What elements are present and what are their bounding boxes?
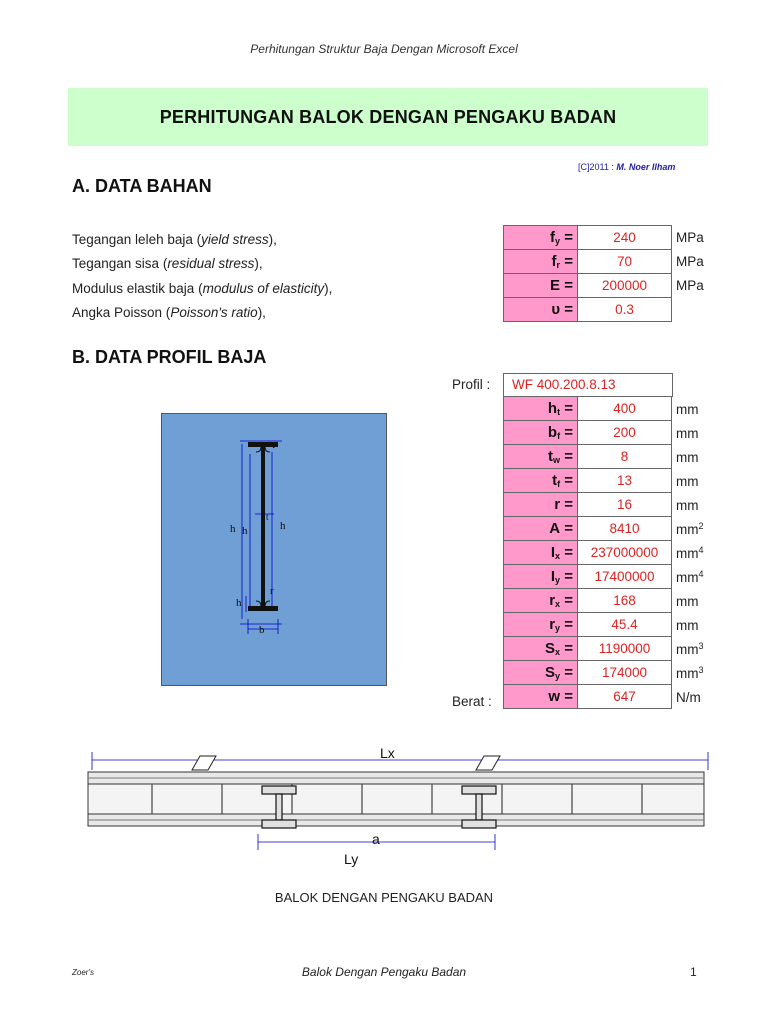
profile-unit: $mm^3$ — [676, 664, 704, 681]
profile-row — [504, 421, 705, 445]
material-value: 200000 — [578, 274, 672, 298]
profile-symbol: $I_y$ = — [504, 565, 578, 589]
page-header: Perhitungan Struktur Baja Dengan Microsoft Excel — [250, 42, 518, 56]
profile-row — [504, 685, 705, 709]
profile-value: 647 — [578, 685, 672, 709]
material-label-0: Tegangan leleh baja (yield stress), — [72, 232, 277, 247]
material-unit — [672, 298, 705, 322]
material-value: 240 — [578, 226, 672, 250]
profile-symbol: r = — [504, 493, 578, 517]
profile-row — [504, 565, 705, 589]
profile-value: 45.4 — [578, 613, 672, 637]
material-data-table — [503, 225, 705, 322]
material-label-2: Modulus elastik baja (modulus of elasticity), — [72, 281, 333, 296]
profile-row — [504, 613, 705, 637]
footer-left: Zoer's — [72, 968, 94, 977]
profile-value: 237000000 — [578, 541, 672, 565]
material-row — [504, 298, 705, 322]
profile-value: 174000 — [578, 661, 672, 685]
label-h2: h — [242, 525, 248, 537]
profile-symbol: A = — [504, 517, 578, 541]
label-h: h — [230, 523, 236, 535]
profile-row — [504, 493, 705, 517]
profile-row — [504, 589, 705, 613]
profile-value: 13 — [578, 469, 672, 493]
copyright-note — [578, 162, 675, 172]
profile-row — [504, 661, 705, 685]
material-symbol: $f_r$ = — [504, 250, 578, 274]
profile-value: 200 — [578, 421, 672, 445]
profile-symbol: $r_y$ = — [504, 613, 578, 637]
label-ly: Ly — [344, 851, 359, 867]
label-r: r — [270, 585, 274, 597]
profile-unit: $mm^4$ — [676, 544, 704, 561]
profile-unit: mm — [676, 401, 699, 417]
profile-row — [504, 397, 705, 421]
profile-symbol: $S_y$ = — [504, 661, 578, 685]
profile-symbol: $t_w$ = — [504, 445, 578, 469]
label-lx: Lx — [380, 745, 395, 761]
material-value: 0.3 — [578, 298, 672, 322]
profile-row — [504, 541, 705, 565]
profile-value: 8 — [578, 445, 672, 469]
profile-unit: mm — [676, 449, 699, 465]
material-unit: MPa — [676, 278, 704, 293]
wf-section-drawing — [162, 414, 388, 687]
label-ht: h — [280, 520, 286, 532]
profile-value: 17400000 — [578, 565, 672, 589]
profil-label: Profil : — [452, 377, 491, 392]
document-title: PERHITUNGAN BALOK DENGAN PENGAKU BADAN — [159, 106, 617, 127]
profile-value: 168 — [578, 589, 672, 613]
profile-unit: $mm^4$ — [676, 568, 704, 585]
beam-caption: BALOK DENGAN PENGAKU BADAN — [274, 890, 494, 905]
profile-data-table — [503, 396, 705, 709]
copyright-prefix: [C]2011 : — [578, 162, 617, 172]
material-label-3: Angka Poisson (Poisson's ratio), — [72, 305, 266, 320]
label-tf: t — [272, 439, 276, 451]
profile-row — [504, 469, 705, 493]
profile-symbol: $I_x$ = — [504, 541, 578, 565]
material-row — [504, 226, 705, 250]
profil-value: WF 400.200.8.13 — [503, 373, 673, 397]
material-symbol: υ = — [504, 298, 578, 322]
profile-unit: $mm^2$ — [676, 520, 704, 537]
profile-value: 8410 — [578, 517, 672, 541]
title-banner — [68, 88, 708, 146]
profile-unit: mm — [676, 617, 699, 633]
profile-symbol: $t_f$ = — [504, 469, 578, 493]
profile-row — [504, 637, 705, 661]
beam-stiffener-drawing — [80, 742, 720, 872]
label-hf: h — [236, 597, 242, 609]
profile-unit: N/m — [676, 689, 701, 705]
material-unit: MPa — [676, 254, 704, 269]
material-unit: MPa — [676, 230, 704, 245]
label-tw: t — [266, 512, 269, 522]
wf-profile-diagram — [161, 413, 387, 686]
material-value: 70 — [578, 250, 672, 274]
berat-label: Berat : — [452, 694, 492, 709]
profile-unit: mm — [676, 593, 699, 609]
profile-unit: $mm^3$ — [676, 640, 704, 657]
profile-unit: mm — [676, 473, 699, 489]
section-b-title: B. DATA PROFIL BAJA — [72, 347, 267, 367]
copyright-author: M. Noer Ilham — [616, 162, 676, 172]
material-row — [504, 274, 705, 298]
page-number: 1 — [690, 965, 697, 979]
profile-symbol: $r_x$ = — [504, 589, 578, 613]
profile-symbol: $b_f$ = — [504, 421, 578, 445]
profile-symbol: $h_t$ = — [504, 397, 578, 421]
profile-row — [504, 445, 705, 469]
profile-value: 16 — [578, 493, 672, 517]
label-b: b — [259, 624, 265, 636]
material-symbol: E = — [504, 274, 578, 298]
profile-unit: mm — [676, 425, 699, 441]
profile-value: 1190000 — [578, 637, 672, 661]
profile-symbol: w = — [504, 685, 578, 709]
label-a: a — [372, 831, 380, 847]
profile-symbol: $S_x$ = — [504, 637, 578, 661]
profile-value: 400 — [578, 397, 672, 421]
material-label-1: Tegangan sisa (residual stress), — [72, 256, 263, 271]
profile-row — [504, 517, 705, 541]
material-row — [504, 250, 705, 274]
section-a-title: A. DATA BAHAN — [72, 176, 212, 196]
material-symbol: $f_y$ = — [504, 226, 578, 250]
profile-unit: mm — [676, 497, 699, 513]
footer-center: Balok Dengan Pengaku Badan — [301, 965, 467, 979]
